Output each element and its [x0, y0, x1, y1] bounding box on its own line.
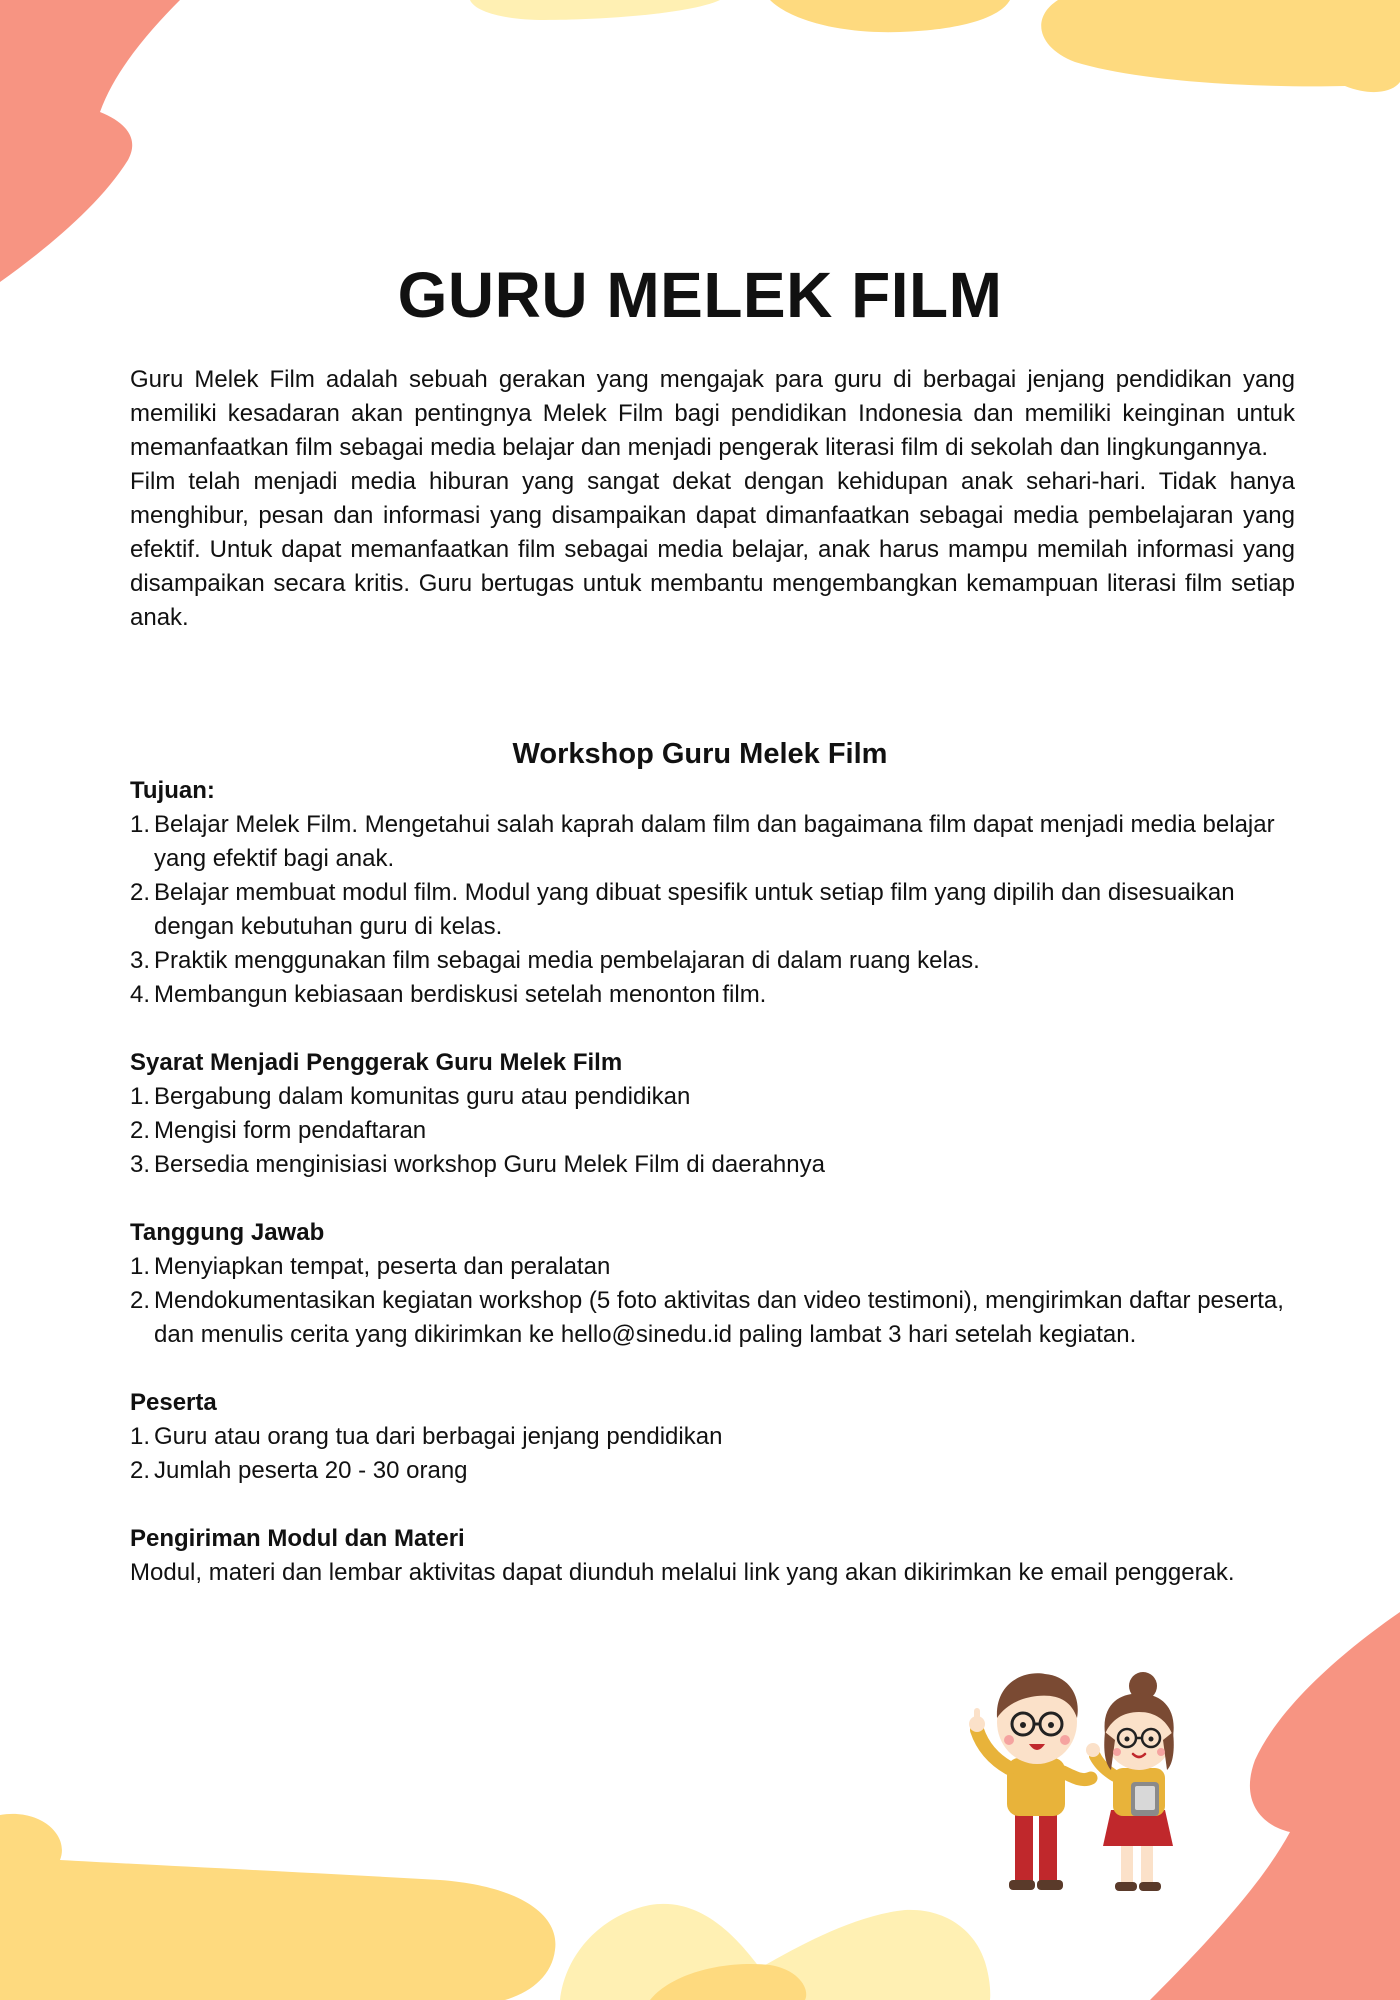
- section-heading-syarat: Syarat Menjadi Penggerak Guru Melek Film: [130, 1049, 623, 1076]
- intro-paragraph-1: Guru Melek Film adalah sebuah gerakan yang mengajak para guru di berbagai jenjang pendidikan yang memiliki kesadaran akan pentingnya Melek Film bagi pendidikan Indonesia dan memiliki keinginan untuk memanfaatkan film sebagai media belajar dan menjadi pengerak literasi film di sekolah dan lingkungannya.: [130, 366, 1295, 461]
- list-number: 4.: [130, 981, 151, 1008]
- list-number: 2.: [130, 1287, 151, 1314]
- section-heading-peserta: Peserta: [130, 1389, 217, 1416]
- list-item-text: Membangun kebiasaan berdiskusi setelah menonton film.: [154, 981, 767, 1008]
- list-item-text: Bersedia menginisiasi workshop Guru Melek Film di daerahnya: [154, 1151, 825, 1178]
- list-item-text: Jumlah peserta 20 - 30 orang: [154, 1457, 468, 1484]
- section-heading-tujuan: Tujuan:: [130, 777, 215, 804]
- list-number: 3.: [130, 947, 151, 974]
- list-number: 2.: [130, 1117, 151, 1144]
- list-item: [130, 1420, 1295, 1454]
- syarat-list: [130, 1080, 1295, 1182]
- section-peserta: [130, 1386, 1295, 1488]
- female-teacher-figure: [1086, 1672, 1174, 1891]
- tanggung-jawab-list: [130, 1250, 1295, 1352]
- list-item-text: Mendokumentasikan kegiatan workshop (5 foto aktivitas dan video testimoni), mengirimkan daftar peserta, dan menulis cerita yang dikirimkan ke hello@sinedu.id paling lambat 3 hari setelah kegiatan.: [154, 1287, 1284, 1348]
- list-item: [130, 1114, 1295, 1148]
- list-number: 2.: [130, 879, 151, 906]
- list-item-text: Praktik menggunakan film sebagai media pembelajaran di dalam ruang kelas.: [154, 947, 980, 974]
- list-number: 1.: [130, 1253, 151, 1280]
- intro-section: [130, 363, 1295, 635]
- section-tujuan: [130, 774, 1295, 1012]
- workshop-sections: [130, 774, 1295, 1624]
- intro-paragraph-2: Film telah menjadi media hiburan yang sangat dekat dengan kehidupan anak sehari-hari. Tidak hanya menghibur, pesan dan informasi yang disampaikan dapat dimanfaatkan sebagai media pembelajaran yang efektif. Untuk dapat memanfaatkan film sebagai media belajar, anak harus mampu memilah informasi yang disampaikan secara kritis. Guru bertugas untuk membantu mengembangkan kemampuan literasi film setiap anak.: [130, 468, 1295, 631]
- list-item: [130, 808, 1295, 876]
- pengiriman-text: Modul, materi dan lembar aktivitas dapat diunduh melalui link yang akan dikirimkan ke email penggerak.: [130, 1559, 1235, 1586]
- list-item: [130, 1080, 1295, 1114]
- list-item: [130, 876, 1295, 944]
- section-tanggung-jawab: [130, 1216, 1295, 1352]
- list-item-text: Guru atau orang tua dari berbagai jenjang pendidikan: [154, 1423, 723, 1450]
- list-item-text: Belajar Melek Film. Mengetahui salah kaprah dalam film dan bagaimana film dapat menjadi media belajar yang efektif bagi anak.: [154, 811, 1275, 872]
- list-item: [130, 944, 1295, 978]
- list-number: 1.: [130, 1083, 151, 1110]
- male-teacher-figure: [969, 1673, 1091, 1890]
- section-heading-pengiriman: Pengiriman Modul dan Materi: [130, 1525, 465, 1552]
- section-syarat: [130, 1046, 1295, 1182]
- peserta-list: [130, 1420, 1295, 1488]
- list-item: [130, 1284, 1295, 1352]
- list-number: 2.: [130, 1457, 151, 1484]
- two-cartoon-teachers-illustration: [965, 1660, 1225, 1900]
- list-item: [130, 1250, 1295, 1284]
- list-item: [130, 978, 1295, 1012]
- section-pengiriman: [130, 1522, 1295, 1590]
- list-item: [130, 1454, 1295, 1488]
- list-item: [130, 1148, 1295, 1182]
- page-title: GURU MELEK FILM: [397, 259, 1003, 331]
- tujuan-list: [130, 808, 1295, 1012]
- section-heading-tanggung-jawab: Tanggung Jawab: [130, 1219, 325, 1246]
- list-number: 3.: [130, 1151, 151, 1178]
- list-number: 1.: [130, 811, 151, 838]
- workshop-title: Workshop Guru Melek Film: [512, 738, 888, 770]
- list-item-text: Belajar membuat modul film. Modul yang dibuat spesifik untuk setiap film yang dipilih dan disesuaikan dengan kebutuhan guru di kelas.: [154, 879, 1235, 940]
- list-item-text: Menyiapkan tempat, peserta dan peralatan: [154, 1253, 611, 1280]
- list-item-text: Bergabung dalam komunitas guru atau pendidikan: [154, 1083, 691, 1110]
- list-item-text: Mengisi form pendaftaran: [154, 1117, 427, 1144]
- list-number: 1.: [130, 1423, 151, 1450]
